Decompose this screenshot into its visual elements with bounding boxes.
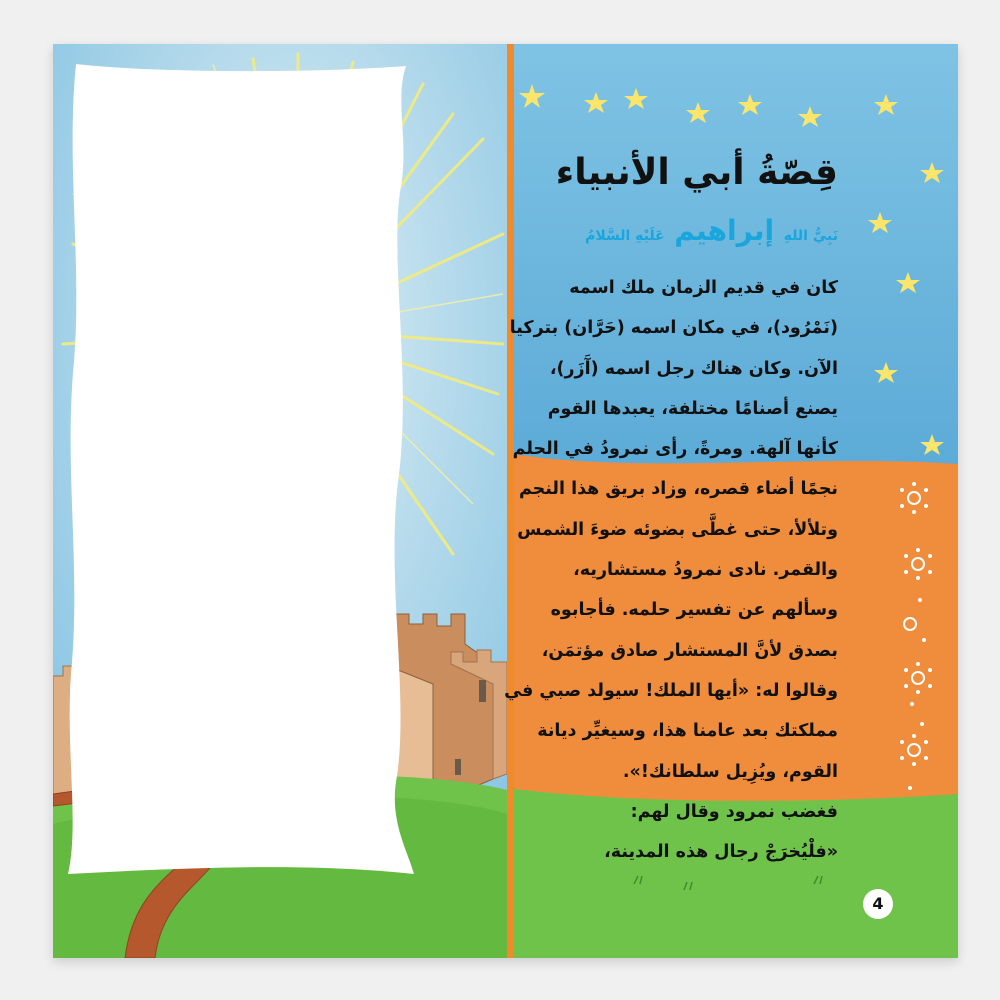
story-line: كان في قديم الزمان ملك اسمه (569, 278, 838, 298)
subtitle-prefix: نَبِيُّ اللهِ (783, 228, 838, 244)
text-panel (64, 62, 422, 880)
story-line: وسألهم عن تفسير حلمه. فأجابوه (550, 600, 838, 621)
story-line: القوم، ويُزِيل سلطانك!». (622, 761, 838, 782)
story-line: نجمًا أضاء قصره، وزاد بريق هذا النجم (518, 479, 838, 500)
story-line: وقالوا له: «أيها الملك! سيولد صبي في (504, 680, 838, 701)
story-line: وتلألأ، حتى غطَّى بضوئه ضوءَ الشمس (517, 519, 838, 540)
subtitle-name: إبراهيم (674, 214, 775, 247)
story-line: «فلْيُخرَجْ رجال هذه المدينة، (604, 842, 838, 863)
story-line: فغضب نمرود وقال لهم: (630, 801, 838, 822)
page-number: 4 (863, 889, 893, 919)
story-line: كأنها آلهة. ومرةً، رأى نمرودُ في الحلم (512, 439, 838, 460)
story-line: الآن. وكان هناك رجل اسمه (آَزَر)، (549, 358, 838, 379)
story-line: والقمر. نادى نمرودُ مستشاريه، (573, 560, 838, 581)
story-line: (نَمْرُود)، في مكان اسمه (حَرَّان) بتركيا (509, 318, 838, 339)
scroll-shape (64, 62, 422, 880)
story-text (504, 268, 838, 872)
story-subtitle (520, 214, 838, 247)
page-spine (507, 44, 514, 958)
subtitle-suffix: عَلَيْهِ السَّلامُ (585, 228, 665, 244)
story-title: قِصّةُ أبي الأنبياء (555, 152, 838, 193)
story-line: مملكتك بعد عامنا هذا، وسيغيِّر ديانة (537, 721, 838, 742)
story-line: بصدق لأنَّ المستشار صادق مؤتمَن، (541, 640, 838, 661)
story-line: يصنع أصنامًا مختلفة، يعبدها القوم (547, 398, 838, 419)
